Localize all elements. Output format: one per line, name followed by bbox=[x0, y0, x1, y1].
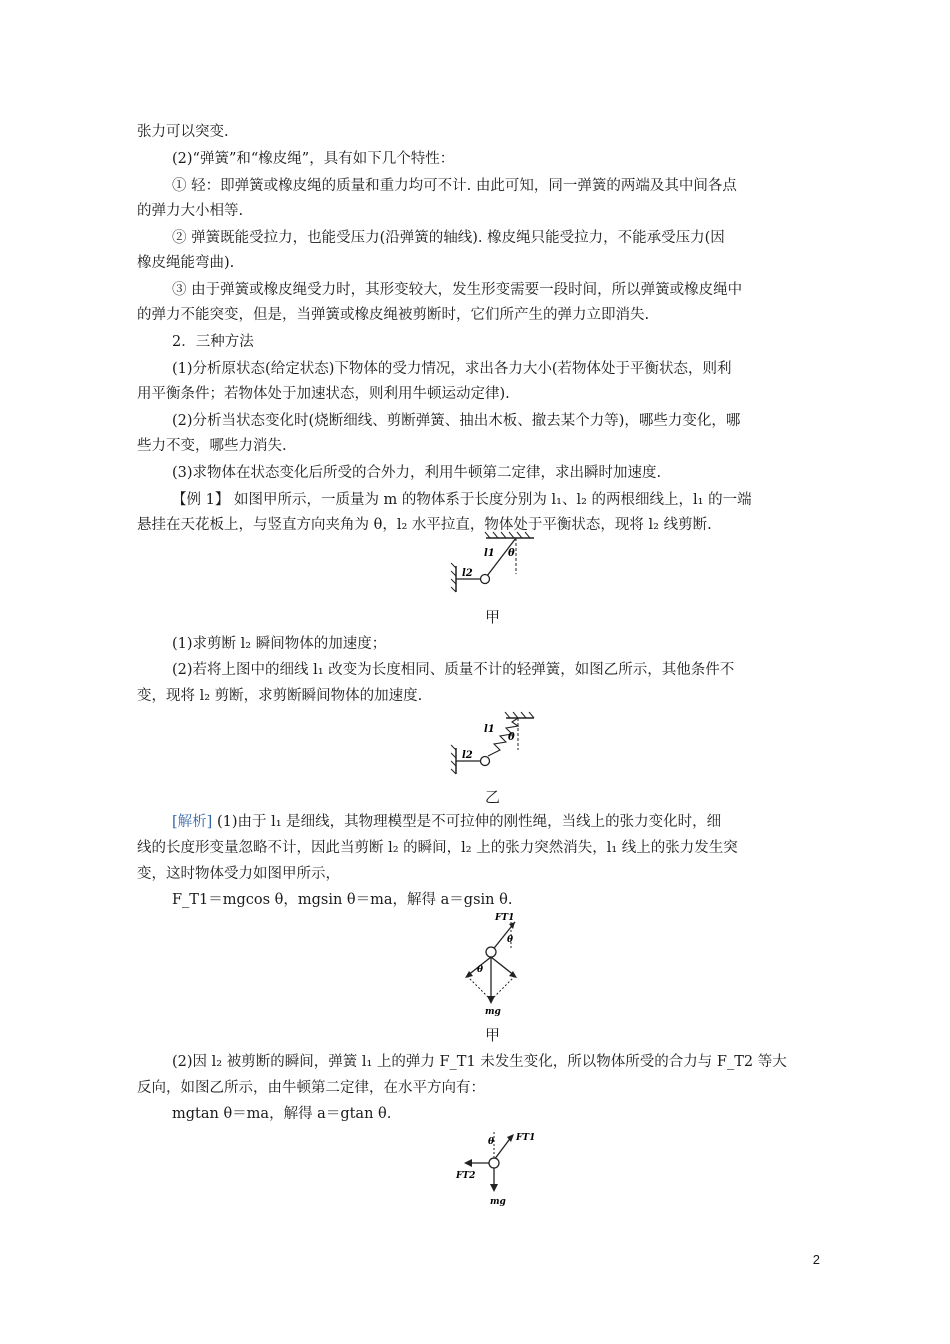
label-theta: θ bbox=[477, 965, 484, 975]
solution-text: (1)由于 l₁ 是细线，其物理模型是不可拉伸的刚性绳，当线上的张力变化时，细 bbox=[216, 814, 722, 830]
paragraph: 变，这时物体受力如图甲所示， bbox=[137, 866, 340, 882]
paragraph: ③ 由于弹簧或橡皮绳受力时，其形变较大，发生形变需要一段时间，所以弹簧或橡皮绳中 bbox=[172, 282, 743, 298]
label-theta: θ bbox=[507, 935, 514, 945]
figure-caption: 乙 bbox=[485, 788, 501, 806]
label-theta: θ bbox=[508, 548, 515, 559]
question: 变，现将 l₂ 剪断，求剪断瞬间物体的加速度. bbox=[137, 688, 423, 704]
paragraph: 橡皮绳能弯曲). bbox=[137, 255, 235, 271]
solution-first-line bbox=[172, 812, 721, 832]
label-FT1: FT1 bbox=[516, 1133, 536, 1143]
label-mg: mg bbox=[485, 1007, 501, 1017]
page-number: 2 bbox=[812, 1252, 820, 1267]
solution-tag: [解析] bbox=[172, 814, 213, 830]
figure-rope-diagram bbox=[450, 530, 540, 600]
paragraph: (2)分析当状态变化时(烧断细线、剪断弹簧、抽出木板、撤去某个力等)，哪些力变化，哪 bbox=[172, 413, 741, 429]
example-heading: 【例 1】 如图甲所示，一质量为 m 的物体系于长度分别为 l₁、l₂ 的两根细线上，l₁ 的一端 bbox=[172, 492, 752, 508]
figure-caption: 甲 bbox=[485, 608, 501, 626]
label-theta: θ bbox=[508, 732, 515, 743]
paragraph: (2)因 l₂ 被剪断的瞬间，弹簧 l₁ 上的弹力 F_T1 未发生变化，所以物体所受的合力与 F_T2 等大 bbox=[172, 1054, 787, 1070]
paragraph: 张力可以突变. bbox=[137, 124, 229, 140]
question: (2)若将上图中的细线 l₁ 改变为长度相同、质量不计的轻弹簧，如图乙所示，其他条件不 bbox=[172, 662, 735, 678]
label-l1: l1 bbox=[484, 724, 495, 735]
paragraph: 些力不变，哪些力消失. bbox=[137, 438, 287, 454]
figure-force-diagram-a bbox=[455, 908, 535, 1018]
question: (1)求剪断 l₂ 瞬间物体的加速度； bbox=[172, 636, 387, 652]
label-mg: mg bbox=[490, 1197, 506, 1207]
label-l1: l1 bbox=[484, 548, 495, 559]
label-FT2: FT2 bbox=[456, 1171, 476, 1181]
figure-force-diagram-b bbox=[452, 1126, 542, 1210]
paragraph: 的弹力不能突变，但是，当弹簧或橡皮绳被剪断时，它们所产生的弹力立即消失. bbox=[137, 307, 650, 323]
paragraph: 的弹力大小相等. bbox=[137, 203, 244, 219]
label-l2: l2 bbox=[462, 568, 473, 579]
label-theta: θ bbox=[488, 1137, 495, 1147]
paragraph: 线的长度形变量忽略不计，因此当剪断 l₂ 的瞬间，l₂ 上的张力突然消失，l₁ 线上的张力发生突 bbox=[137, 840, 738, 856]
paragraph: 用平衡条件；若物体处于加速状态，则利用牛顿运动定律). bbox=[137, 386, 510, 402]
paragraph: ① 轻：即弹簧或橡皮绳的质量和重力均可不计. 由此可知，同一弹簧的两端及其中间各点 bbox=[172, 178, 737, 194]
figure-spring-diagram bbox=[450, 710, 540, 780]
label-l2: l2 bbox=[462, 750, 473, 761]
paragraph: 悬挂在天花板上，与竖直方向夹角为 θ，l₂ 水平拉直，物体处于平衡状态，现将 l₂ 线剪断. bbox=[137, 517, 712, 533]
paragraph: ② 弹簧既能受拉力，也能受压力(沿弹簧的轴线). 橡皮绳只能受拉力，不能承受压力(因 bbox=[172, 230, 725, 246]
paragraph: (3)求物体在状态变化后所受的合外力，利用牛顿第二定律，求出瞬时加速度. bbox=[172, 465, 662, 481]
equation: mgtan θ＝ma，解得 a＝gtan θ. bbox=[172, 1106, 392, 1122]
figure-caption: 甲 bbox=[485, 1026, 501, 1044]
equation: F_T1＝mgcos θ，mgsin θ＝ma，解得 a＝gsin θ. bbox=[172, 892, 513, 908]
paragraph: (2)“弹簧”和“橡皮绳”，具有如下几个特性： bbox=[172, 151, 455, 167]
label-FT1: FT1 bbox=[495, 913, 515, 923]
paragraph: 反向，如图乙所示，由牛顿第二定律，在水平方向有： bbox=[137, 1080, 485, 1096]
section-heading: 2．三种方法 bbox=[172, 334, 254, 350]
paragraph: (1)分析原状态(给定状态)下物体的受力情况，求出各力大小(若物体处于平衡状态，则利 bbox=[172, 361, 732, 377]
